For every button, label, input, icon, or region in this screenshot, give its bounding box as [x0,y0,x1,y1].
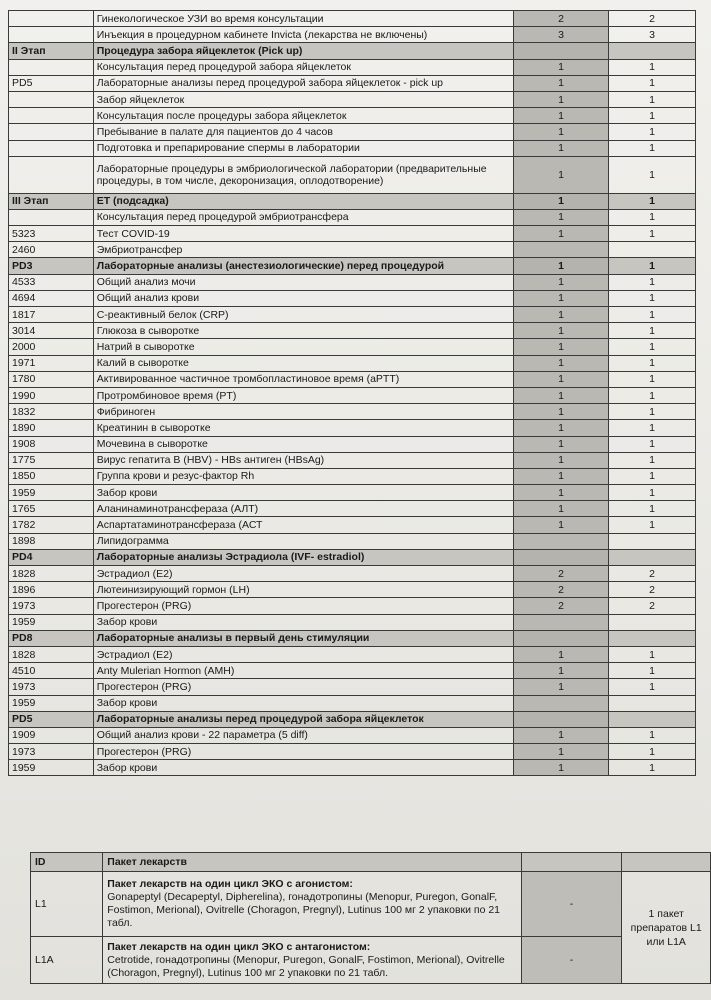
package-row [31,872,711,937]
row-qty-a: 1 [514,226,609,242]
row-qty-b: 1 [609,371,696,387]
row-qty-b: 1 [609,124,696,140]
row-name: Мочевина в сыворотке [93,436,513,452]
table-row [9,209,696,225]
package-title: Пакет лекарств на один цикл ЭКО с антагонистом: [107,940,371,953]
row-name: Лабораторные анализы в первый день стимуляции [93,630,513,646]
row-name: Общий анализ крови [93,290,513,306]
table-row [9,75,696,91]
row-id [9,124,94,140]
row-qty-b: 1 [609,501,696,517]
package-col-b-header [622,853,711,872]
row-name: Процедура забора яйцеклеток (Pick up) [93,43,513,59]
row-qty-a: 1 [514,452,609,468]
table-row [9,663,696,679]
row-qty-b [609,695,696,711]
row-qty-b: 1 [609,307,696,323]
row-id: 4533 [9,274,94,290]
row-qty-b: 1 [609,156,696,193]
row-id: 2000 [9,339,94,355]
package-description-cell [103,937,521,984]
row-qty-b: 1 [609,744,696,760]
section-header-row [9,258,696,274]
row-qty-a: 1 [514,663,609,679]
row-qty-b: 1 [609,420,696,436]
table-row [9,727,696,743]
table-row [9,91,696,107]
row-qty-a: 1 [514,436,609,452]
row-id: 1973 [9,679,94,695]
table-row [9,614,696,630]
table-row [9,695,696,711]
row-qty-a [514,614,609,630]
row-qty-a: 1 [514,209,609,225]
row-qty-a: 1 [514,323,609,339]
row-id [9,140,94,156]
row-id: 1959 [9,485,94,501]
row-qty-a: 1 [514,727,609,743]
row-qty-a: 1 [514,468,609,484]
table-row [9,11,696,27]
row-id: 4694 [9,290,94,306]
table-row [9,323,696,339]
row-name: Лабораторные анализы Эстрадиола (IVF- estradiol) [93,549,513,565]
table-row [9,27,696,43]
row-qty-b: 1 [609,274,696,290]
row-id [9,209,94,225]
table-row [9,156,696,193]
row-id: 1909 [9,727,94,743]
row-name: Инъекция в процедурном кабинете Invicta (лекарства не включены) [93,27,513,43]
row-qty-b: 1 [609,108,696,124]
row-qty-b: 1 [609,679,696,695]
row-qty-a [514,695,609,711]
row-id: 1908 [9,436,94,452]
row-qty-a: 1 [514,75,609,91]
row-qty-b: 1 [609,355,696,371]
row-name: Прогестерон (PRG) [93,744,513,760]
row-qty-a: 2 [514,582,609,598]
row-name: Эстрадиол (E2) [93,566,513,582]
row-id: 5323 [9,226,94,242]
row-qty-a [514,43,609,59]
row-name: Лютеинизирующий гормон (LH) [93,582,513,598]
row-name: Консультация перед процедурой эмбриотрансфера [93,209,513,225]
row-qty-a: 1 [514,140,609,156]
table-row [9,468,696,484]
row-id [9,108,94,124]
row-id: PD4 [9,549,94,565]
table-row [9,760,696,776]
row-qty-a: 1 [514,744,609,760]
row-id: 1832 [9,404,94,420]
row-id: PD5 [9,75,94,91]
package-id: L1A [31,937,103,984]
row-name: Забор яйцеклеток [93,91,513,107]
row-qty-a [514,630,609,646]
row-qty-b: 2 [609,11,696,27]
row-qty-b: 1 [609,468,696,484]
row-qty-b: 2 [609,566,696,582]
table-row [9,242,696,258]
table-row [9,108,696,124]
row-id: 1850 [9,468,94,484]
row-name: Лабораторные анализы перед процедурой забора яйцеклеток - pick up [93,75,513,91]
row-name: Липидограмма [93,533,513,549]
table-row [9,59,696,75]
row-qty-a: 1 [514,760,609,776]
package-description-cell [103,872,521,937]
row-id [9,11,94,27]
row-id: 1959 [9,760,94,776]
row-qty-a: 1 [514,193,609,209]
table-row [9,355,696,371]
row-id [9,27,94,43]
row-qty-a: 1 [514,124,609,140]
row-name: С-реактивный белок (CRP) [93,307,513,323]
table-row [9,420,696,436]
row-name: Забор крови [93,614,513,630]
row-id: 1890 [9,420,94,436]
table-row [9,274,696,290]
row-qty-b: 1 [609,727,696,743]
row-qty-a: 1 [514,108,609,124]
row-id: 1765 [9,501,94,517]
row-id: 1896 [9,582,94,598]
row-qty-a [514,711,609,727]
row-name: Прогестерон (PRG) [93,598,513,614]
row-qty-b: 1 [609,140,696,156]
package-description: Gonapeptyl (Decapeptyl, Dipherelina), гонадотропины (Menopur, Puregon, GonalF, Fostimon, Merional), Ovitrelle (Choragon, Pregnyl), Lutinus 100 мг 2 упаковки по 21 табл. [107,891,501,929]
row-name: Калий в сыворотке [93,355,513,371]
row-qty-b: 2 [609,598,696,614]
row-id: PD3 [9,258,94,274]
package-description: Cetrotide, гонадотропины (Menopur, Puregon, GonalF, Fostimon, Merional), Ovitrelle (Choragon, Pregnyl), Lutinus 100 мг 2 упаковки по 21 табл. [107,953,505,979]
row-name: Аспартатаминотрансфераза (АСТ [93,517,513,533]
row-qty-b: 1 [609,517,696,533]
row-qty-a: 1 [514,420,609,436]
row-id: PD5 [9,711,94,727]
row-qty-b: 1 [609,323,696,339]
row-qty-b: 1 [609,59,696,75]
row-qty-a [514,549,609,565]
package-qty-a: - [521,937,622,984]
row-id: 1990 [9,387,94,403]
table-row [9,290,696,306]
table-row [9,646,696,662]
row-qty-b: 1 [609,485,696,501]
row-id: 1959 [9,695,94,711]
table-row [9,307,696,323]
row-qty-a: 1 [514,517,609,533]
row-id: 1780 [9,371,94,387]
row-name: Активированное частичное тромбопластиновое время (аPTT) [93,371,513,387]
row-id: 1959 [9,614,94,630]
row-id: 1973 [9,744,94,760]
row-qty-b: 1 [609,646,696,662]
row-name: Эстрадиол (E2) [93,646,513,662]
row-id: 1782 [9,517,94,533]
package-row [31,937,711,984]
row-qty-a: 2 [514,598,609,614]
row-qty-a: 1 [514,646,609,662]
row-name: Гинекологическое УЗИ во время консультации [93,11,513,27]
row-name: Фибриноген [93,404,513,420]
row-qty-b [609,242,696,258]
package-id: L1 [31,872,103,937]
row-id: 1973 [9,598,94,614]
row-qty-a: 1 [514,355,609,371]
row-name: Консультация перед процедурой забора яйцеклеток [93,59,513,75]
section-header-row [9,193,696,209]
row-qty-b: 1 [609,258,696,274]
row-name: Забор крови [93,695,513,711]
row-qty-b: 1 [609,760,696,776]
row-qty-a: 1 [514,91,609,107]
table-row [9,124,696,140]
table-row [9,582,696,598]
row-id: 1971 [9,355,94,371]
row-name: Прогестерон (PRG) [93,679,513,695]
row-qty-a: 1 [514,371,609,387]
row-qty-b: 1 [609,452,696,468]
row-qty-a [514,242,609,258]
row-id: 2460 [9,242,94,258]
row-qty-a: 1 [514,485,609,501]
row-name: Тест COVID-19 [93,226,513,242]
medication-package-table [30,852,711,984]
row-name: Эмбриотрансфер [93,242,513,258]
row-qty-b: 1 [609,290,696,306]
row-qty-a: 2 [514,566,609,582]
row-id [9,156,94,193]
package-title: Пакет лекарств на один цикл ЭКО с агонистом: [107,878,353,890]
row-qty-b: 1 [609,339,696,355]
row-qty-b: 1 [609,226,696,242]
row-name: Подготовка и препарирование спермы в лаборатории [93,140,513,156]
row-qty-b [609,630,696,646]
package-col-a-header [521,853,622,872]
row-name: Общий анализ мочи [93,274,513,290]
row-id: PD8 [9,630,94,646]
table-row [9,226,696,242]
row-qty-b: 1 [609,193,696,209]
table-row [9,371,696,387]
row-name: Вирус гепатита B (HBV) - HBs антиген (HBsAg) [93,452,513,468]
row-qty-a: 1 [514,501,609,517]
row-qty-b [609,549,696,565]
row-qty-b: 2 [609,582,696,598]
row-qty-a: 1 [514,59,609,75]
package-id-header: ID [31,853,103,872]
row-qty-a: 1 [514,290,609,306]
package-header-row [31,853,711,872]
table-row [9,566,696,582]
table-row [9,679,696,695]
row-id [9,59,94,75]
row-id: 1828 [9,566,94,582]
row-name: Забор крови [93,485,513,501]
row-qty-b [609,533,696,549]
row-qty-b: 1 [609,91,696,107]
table-row [9,404,696,420]
table-row [9,744,696,760]
table-row [9,598,696,614]
row-id: III Этап [9,193,94,209]
row-name: Anty Mulerian Hormon (AMH) [93,663,513,679]
row-qty-a: 1 [514,307,609,323]
table-row [9,436,696,452]
row-qty-a: 3 [514,27,609,43]
row-name: Натрий в сыворотке [93,339,513,355]
row-qty-a: 1 [514,156,609,193]
row-qty-a: 1 [514,258,609,274]
row-qty-a: 2 [514,11,609,27]
table-row [9,517,696,533]
row-name: Пребывание в палате для пациентов до 4 часов [93,124,513,140]
table-row [9,501,696,517]
row-qty-b: 1 [609,75,696,91]
row-name: Консультация после процедуры забора яйцеклеток [93,108,513,124]
section-header-row [9,630,696,646]
row-qty-b: 3 [609,27,696,43]
package-qty-a: - [521,872,622,937]
row-qty-a: 1 [514,679,609,695]
row-qty-b [609,614,696,630]
row-name: Лабораторные анализы перед процедурой забора яйцеклеток [93,711,513,727]
row-qty-b: 1 [609,436,696,452]
row-qty-a [514,533,609,549]
table-row [9,387,696,403]
row-name: Лабораторные процедуры в эмбриологической лаборатории (предварительные процедуры, в том числе, декоронизация, оплодотворение) [93,156,513,193]
row-id [9,91,94,107]
row-name: Протромбиновое время (PT) [93,387,513,403]
table-row [9,533,696,549]
row-qty-a: 1 [514,274,609,290]
row-name: Забор крови [93,760,513,776]
package-qty-b: 1 пакет препаратов L1 или L1A [622,872,711,984]
table-row [9,339,696,355]
table-row [9,452,696,468]
row-qty-a: 1 [514,404,609,420]
row-id: 1775 [9,452,94,468]
row-qty-b: 1 [609,387,696,403]
row-qty-b: 1 [609,404,696,420]
services-table [8,10,696,776]
section-header-row [9,549,696,565]
row-qty-a: 1 [514,339,609,355]
row-qty-b [609,711,696,727]
row-name: Аланинаминотрансфераза (АЛТ) [93,501,513,517]
row-id: 3014 [9,323,94,339]
row-id: 1828 [9,646,94,662]
package-name-header: Пакет лекарств [103,853,521,872]
row-id: 4510 [9,663,94,679]
row-qty-b: 1 [609,209,696,225]
row-name: Креатинин в сыворотке [93,420,513,436]
row-name: Глюкоза в сыворотке [93,323,513,339]
section-header-row [9,711,696,727]
row-qty-a: 1 [514,387,609,403]
row-id: 1898 [9,533,94,549]
row-name: Общий анализ крови - 22 параметра (5 diff) [93,727,513,743]
row-id: II Этап [9,43,94,59]
table-row [9,485,696,501]
section-header-row [9,43,696,59]
table-row [9,140,696,156]
row-id: 1817 [9,307,94,323]
row-name: Группа крови и резус-фактор Rh [93,468,513,484]
row-name: Лабораторные анализы (анестезиологические) перед процедурой [93,258,513,274]
row-qty-b [609,43,696,59]
row-qty-b: 1 [609,663,696,679]
row-name: ET (подсадка) [93,193,513,209]
